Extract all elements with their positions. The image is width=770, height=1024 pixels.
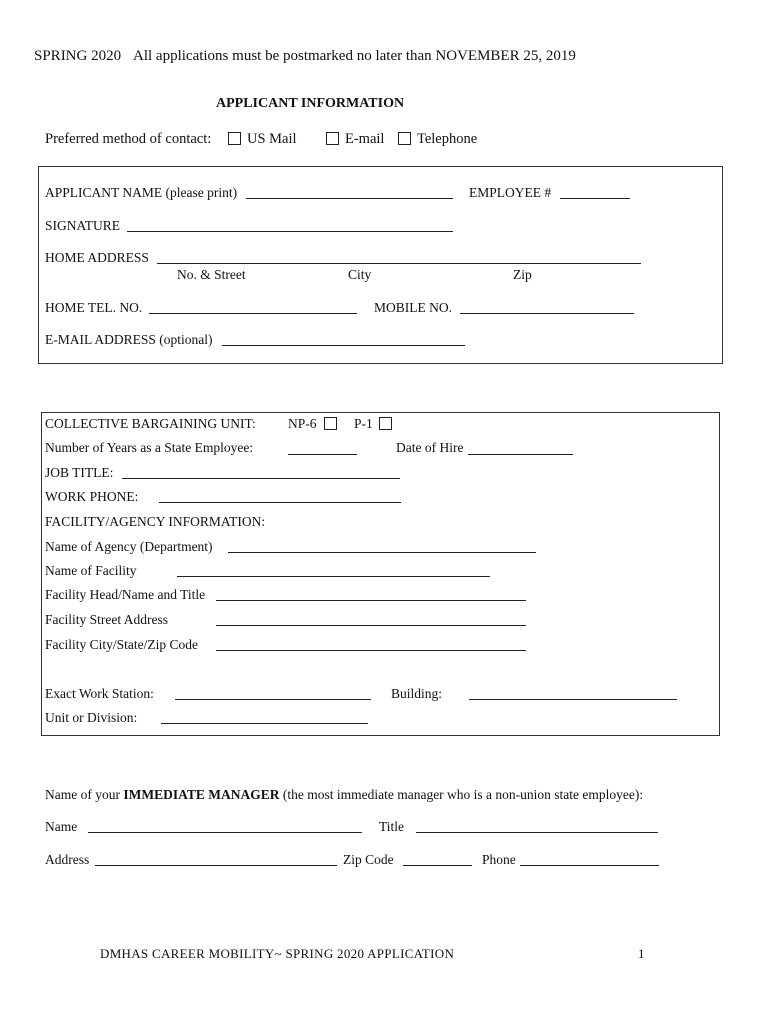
np6-checkbox[interactable]	[324, 417, 337, 430]
years-field[interactable]	[288, 454, 357, 455]
email-address-field[interactable]	[222, 345, 465, 346]
manager-phone-field[interactable]	[520, 865, 659, 866]
applicant-name-label: APPLICANT NAME (please print)	[45, 185, 238, 200]
facility-head-field[interactable]	[216, 600, 526, 601]
facility-city-label: Facility City/State/Zip Code	[45, 637, 198, 652]
signature-field[interactable]	[127, 231, 453, 232]
employee-number-label: EMPLOYEE #	[469, 185, 552, 200]
work-station-field[interactable]	[175, 699, 371, 700]
manager-address-label: Address	[45, 852, 90, 867]
facility-street-label: Facility Street Address	[45, 612, 168, 627]
mobile-field[interactable]	[460, 313, 634, 314]
facility-header: FACILITY/AGENCY INFORMATION:	[45, 514, 266, 529]
p1-label: P-1	[354, 416, 373, 431]
telephone-label: Telephone	[417, 131, 478, 147]
zip-sublabel: Zip	[513, 267, 532, 282]
manager-zip-label: Zip Code	[343, 852, 394, 867]
facility-name-label: Name of Facility	[45, 563, 137, 578]
cbu-label: COLLECTIVE BARGAINING UNIT:	[45, 416, 256, 431]
manager-title-label: Title	[379, 819, 405, 834]
manager-intro-suffix: (the most immediate manager who is a non-union state employee):	[282, 787, 644, 802]
job-title-label: JOB TITLE:	[45, 465, 114, 480]
agency-field[interactable]	[228, 552, 536, 553]
manager-intro	[45, 787, 643, 803]
facility-name-field[interactable]	[177, 576, 490, 577]
email-checkbox[interactable]	[326, 132, 339, 145]
facility-street-field[interactable]	[216, 625, 526, 626]
signature-label: SIGNATURE	[45, 218, 121, 233]
manager-intro-prefix: Name of your	[45, 787, 120, 802]
home-tel-label: HOME TEL. NO.	[45, 300, 143, 315]
email-address-label: E-MAIL ADDRESS (optional)	[45, 332, 213, 347]
applicant-name-field[interactable]	[246, 198, 453, 199]
agency-label: Name of Agency (Department)	[45, 539, 213, 554]
manager-phone-label: Phone	[482, 852, 516, 867]
season-label: SPRING 2020	[34, 48, 122, 64]
manager-zip-field[interactable]	[403, 865, 472, 866]
building-label: Building:	[391, 686, 443, 701]
mobile-label: MOBILE NO.	[374, 300, 452, 315]
work-phone-label: WORK PHONE:	[45, 489, 139, 504]
footer-text: DMHAS CAREER MOBILITY~ SPRING 2020 APPLICATION	[100, 946, 455, 961]
employee-number-field[interactable]	[560, 198, 630, 199]
work-phone-field[interactable]	[159, 502, 401, 503]
facility-city-field[interactable]	[216, 650, 526, 651]
building-field[interactable]	[469, 699, 677, 700]
job-title-field[interactable]	[122, 478, 400, 479]
home-address-label: HOME ADDRESS	[45, 250, 149, 265]
deadline-notice: All applications must be postmarked no later than NOVEMBER 25, 2019	[133, 48, 576, 64]
manager-title-field[interactable]	[416, 832, 658, 833]
home-address-field[interactable]	[157, 263, 641, 264]
page-title: APPLICANT INFORMATION	[216, 96, 405, 111]
manager-address-field[interactable]	[95, 865, 337, 866]
work-station-label: Exact Work Station:	[45, 686, 154, 701]
us-mail-label: US Mail	[247, 131, 297, 147]
manager-name-field[interactable]	[88, 832, 362, 833]
manager-intro-bold: IMMEDIATE MANAGER	[123, 787, 280, 802]
unit-field[interactable]	[161, 723, 368, 724]
email-label: E-mail	[345, 131, 385, 147]
p1-checkbox[interactable]	[379, 417, 392, 430]
page-number: 1	[638, 946, 645, 961]
unit-label: Unit or Division:	[45, 710, 138, 725]
facility-head-label: Facility Head/Name and Title	[45, 587, 206, 602]
years-label: Number of Years as a State Employee:	[45, 440, 254, 455]
np6-label: NP-6	[288, 416, 317, 431]
city-sublabel: City	[348, 267, 372, 282]
manager-name-label: Name	[45, 819, 78, 834]
contact-label: Preferred method of contact:	[45, 131, 212, 147]
telephone-checkbox[interactable]	[398, 132, 411, 145]
street-sublabel: No. & Street	[177, 267, 246, 282]
home-tel-field[interactable]	[149, 313, 357, 314]
hire-date-label: Date of Hire	[396, 440, 464, 455]
us-mail-checkbox[interactable]	[228, 132, 241, 145]
hire-date-field[interactable]	[468, 454, 573, 455]
